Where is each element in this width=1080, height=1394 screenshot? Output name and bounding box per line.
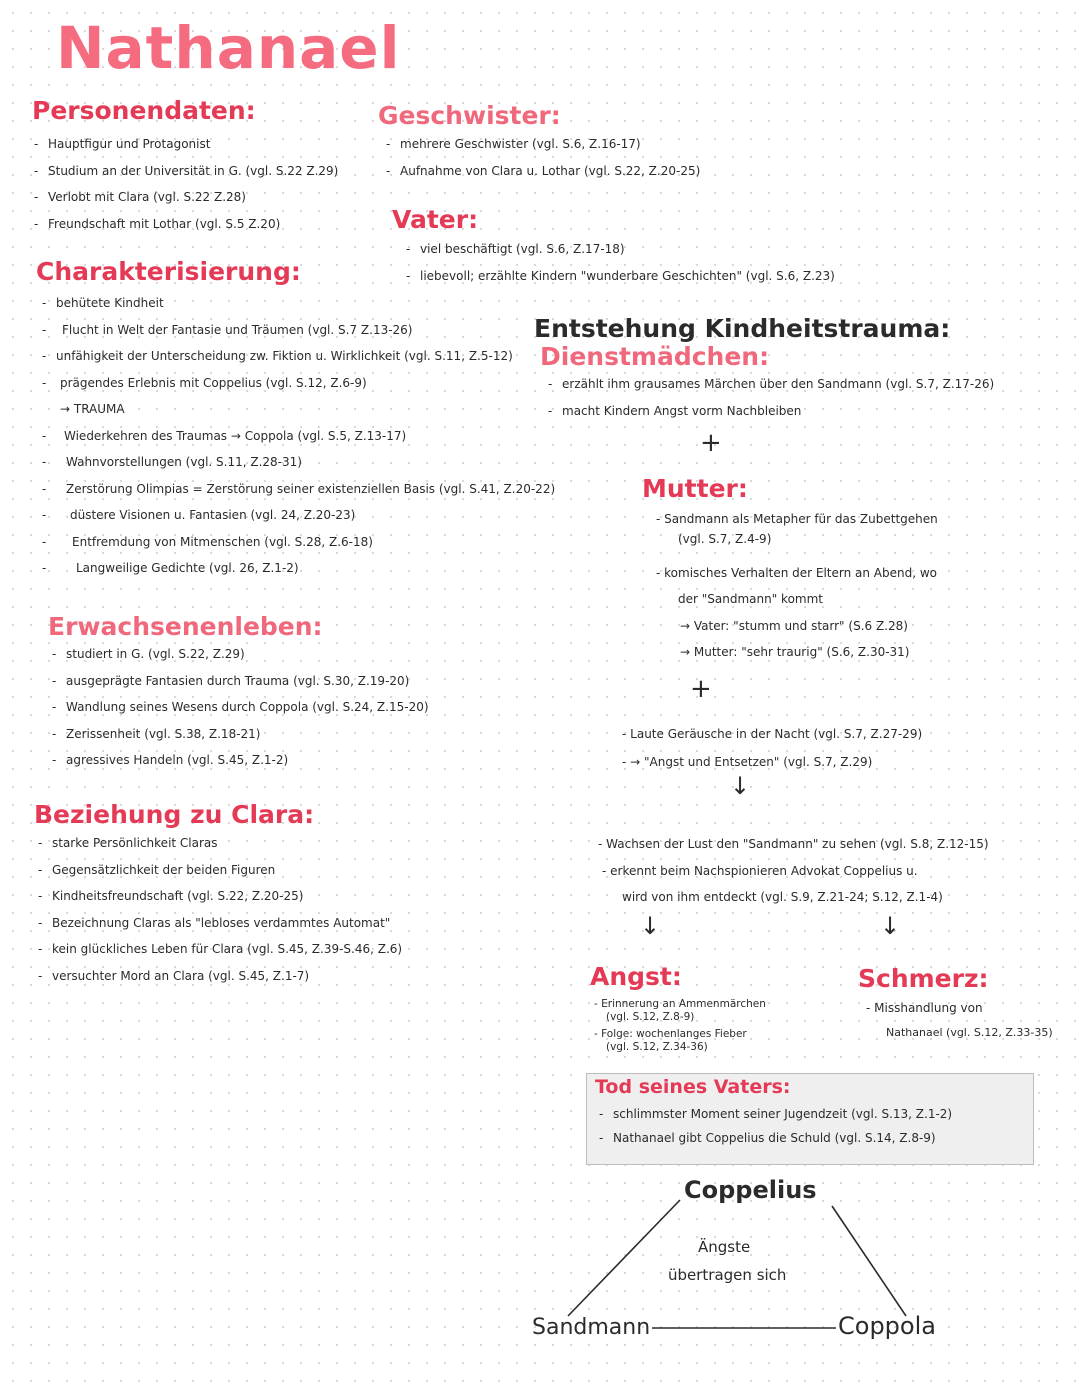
mutter-item-1-ref: (vgl. S.7, Z.4-9) <box>678 532 772 546</box>
angst-heading: Angst: <box>590 962 682 991</box>
charakterisierung-heading: Charakterisierung: <box>36 257 301 286</box>
list-item: - schlimmster Moment seiner Jugendzeit (vgl. S.13, Z.1-2) <box>599 1102 952 1126</box>
schmerz-heading: Schmerz: <box>858 964 989 993</box>
triangle-edge-left <box>568 1200 680 1316</box>
arrow-right-icon: → <box>60 402 74 416</box>
schmerz-item-cont: Nathanael (vgl. S.12, Z.33-35) <box>886 1026 1053 1039</box>
clara-heading: Beziehung zu Clara: <box>34 800 315 829</box>
list-item: - Nathanael gibt Coppelius die Schuld (vgl. S.14, Z.8-9) <box>599 1126 952 1150</box>
erwachsenenleben-heading: Erwachsenenleben: <box>48 612 323 641</box>
vater-heading: Vater: <box>392 205 479 234</box>
triangle-left-label: Sandmann <box>532 1315 651 1340</box>
list-item: - Langweilige Gedichte (vgl. 26, Z.1-2) <box>42 555 555 582</box>
plus-icon: + <box>700 428 722 458</box>
mutter-item-2: - komisches Verhalten der Eltern an Abend, wo <box>656 566 938 580</box>
list-item: - Zerstörung Olimpias = Zerstörung seiner existenziellen Basis (vgl. S.41, Z.20-22) <box>42 476 555 503</box>
list-item: - mehrere Geschwister (vgl. S.6, Z.16-17) <box>386 131 700 158</box>
arrow-down-icon: ↓ <box>880 912 901 940</box>
list-item: - versuchter Mord an Clara (vgl. S.45, Z.1-7) <box>38 963 402 990</box>
triangle-edge-right <box>832 1206 906 1316</box>
entstehung-heading: Entstehung Kindheitstrauma: <box>534 314 951 343</box>
list-item: - Verlobt mit Clara (vgl. S.22 Z.28) <box>34 184 338 211</box>
triangle-center-line2: übertragen sich <box>668 1266 787 1284</box>
list-item: - macht Kindern Angst vorm Nachbleiben <box>548 398 994 425</box>
mutter-reaction: → Mutter: "sehr traurig" (S.6, Z.30-31) <box>680 645 910 659</box>
triangle-top-label: Coppelius <box>684 1176 817 1204</box>
angst-entsetzen-item: - → "Angst und Entsetzen" (vgl. S.7, Z.29) <box>622 755 873 769</box>
list-item: - erzählt ihm grausames Märchen über den Sandmann (vgl. S.7, Z.17-26) <box>548 371 994 398</box>
list-item: - düstere Visionen u. Fantasien (vgl. 24, Z.20-23) <box>42 502 555 529</box>
tod-heading: Tod seines Vaters: <box>595 1076 791 1098</box>
list-item: - ausgeprägte Fantasien durch Trauma (vgl. S.30, Z.19-20) <box>52 668 429 695</box>
list-item: - studiert in G. (vgl. S.22, Z.29) <box>52 641 429 668</box>
list-item: - Bezeichnung Claras als "lebloses verdammtes Automat" <box>38 910 402 937</box>
list-item: - Erinnerung an Ammenmärchen <box>594 998 766 1010</box>
list-item: - Wahnvorstellungen (vgl. S.11, Z.28-31) <box>42 449 555 476</box>
list-item-ref: (vgl. S.12, Z.34-36) <box>606 1041 708 1053</box>
list-item: - agressives Handeln (vgl. S.45, Z.1-2) <box>52 747 429 774</box>
triangle-right-label: Coppola <box>838 1312 936 1340</box>
list-item: - behütete Kindheit <box>42 290 555 317</box>
list-item: - kein glückliches Leben für Clara (vgl. S.45, Z.39-S.46, Z.6) <box>38 936 402 963</box>
list-item: - liebevoll; erzählte Kindern "wunderbare Geschichten" (vgl. S.6, Z.23) <box>406 263 835 290</box>
list-item: - prägendes Erlebnis mit Coppelius (vgl. S.12, Z.6-9) <box>42 370 555 397</box>
vater-reaction: → Vater: "stumm und starr" (S.6 Z.28) <box>680 619 908 633</box>
personendaten-heading: Personendaten: <box>32 96 256 125</box>
list-item: - Entfremdung von Mitmenschen (vgl. S.28, Z.6-18) <box>42 529 555 556</box>
dienstmaedchen-heading: Dienstmädchen: <box>540 342 770 371</box>
list-item: - Studium an der Universität in G. (vgl. S.22 Z.29) <box>34 158 338 185</box>
arrow-down-icon: ↓ <box>730 772 751 800</box>
triangle-center-line1: Ängste <box>698 1238 751 1256</box>
list-item: - Flucht in Welt der Fantasie und Träumen (vgl. S.7 Z.13-26) <box>42 317 555 344</box>
geschwister-heading: Geschwister: <box>378 101 561 130</box>
list-item: - Kindheitsfreundschaft (vgl. S.22, Z.20-25) <box>38 883 402 910</box>
list-item-ref: (vgl. S.12, Z.8-9) <box>606 1011 695 1023</box>
erkennt-item-cont: wird von ihm entdeckt (vgl. S.9, Z.21-24; S.12, Z.1-4) <box>622 890 943 904</box>
erkennt-item: - erkennt beim Nachspionieren Advokat Coppelius u. <box>602 864 918 878</box>
list-item: - unfähigkeit der Unterscheidung zw. Fiktion u. Wirklichkeit (vgl. S.11, Z.5-12) <box>42 343 555 370</box>
list-item: - Zerissenheit (vgl. S.38, Z.18-21) <box>52 721 429 748</box>
mutter-item-2-cont: der "Sandmann" kommt <box>678 592 823 606</box>
list-item: - Wandlung seines Wesens durch Coppola (vgl. S.24, Z.15-20) <box>52 694 429 721</box>
list-item: - Hauptfigur und Protagonist <box>34 131 338 158</box>
list-item: - starke Persönlichkeit Claras <box>38 830 402 857</box>
list-item: - Wiederkehren des Traumas → Coppola (vgl. S.5, Z.13-17) <box>42 423 555 450</box>
arrow-down-icon: ↓ <box>640 912 661 940</box>
mutter-heading: Mutter: <box>642 474 748 503</box>
list-item-trauma: → TRAUMA <box>60 402 125 416</box>
list-item: - Gegensätzlichkeit der beiden Figuren <box>38 857 402 884</box>
laute-item: - Laute Geräusche in der Nacht (vgl. S.7, Z.27-29) <box>622 727 923 741</box>
plus-icon: + <box>690 674 712 704</box>
list-item: - Freundschaft mit Lothar (vgl. S.5 Z.20) <box>34 211 338 238</box>
wachsen-item: - Wachsen der Lust den "Sandmann" zu sehen (vgl. S.8, Z.12-15) <box>598 837 989 851</box>
page-title: Nathanael <box>56 14 401 82</box>
list-item: - viel beschäftigt (vgl. S.6, Z.17-18) <box>406 236 835 263</box>
schmerz-item: - Misshandlung von <box>866 1001 983 1015</box>
list-item: - Folge: wochenlanges Fieber <box>594 1028 747 1040</box>
mutter-item-1: - Sandmann als Metapher für das Zubettgehen <box>656 512 938 526</box>
list-item: - Aufnahme von Clara u. Lothar (vgl. S.22, Z.20-25) <box>386 158 700 185</box>
